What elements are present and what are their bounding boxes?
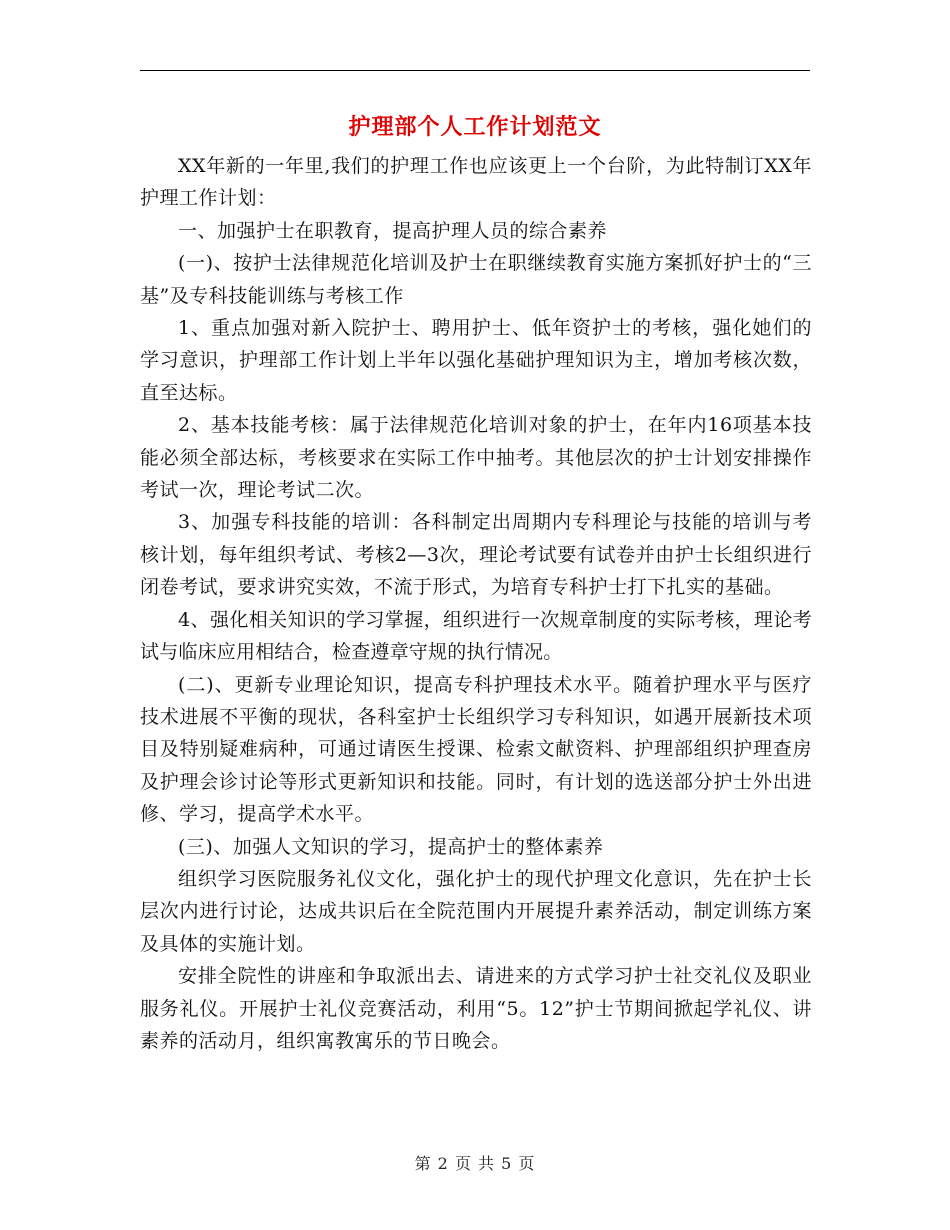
paragraph-item-2: 2、基本技能考核：属于法律规范化培训对象的护士，在年内16项基本技能必须全部达标，考核要求在实际工作中抽考。其他层次的护士计划安排操作考试一次，理论考试二次。 — [140, 414, 812, 502]
header-rule — [140, 70, 810, 71]
paragraph-subsection-2: (二)、更新专业理论知识，提高专科护理技术水平。随着护理水平与医疗技术进展不平衡的现状，各科室护士长组织学习专科知识，如遇开展新技术项目及特别疑难病种，可通过请医生授课、检索文献资料、护理部组织护理查房及护理会诊讨论等形式更新知识和技能。同时，有计划的选送部分护士外出进修、学习，提高学术水平。 — [140, 673, 812, 826]
page-number: 第 2 页 共 5 页 — [414, 1154, 536, 1173]
paragraph-subsection-3: (三)、加强人文知识的学习，提高护士的整体素养 — [178, 835, 604, 858]
paragraph-etiquette-activities: 安排全院性的讲座和争取派出去、请进来的方式学习护士社交礼仪及职业服务礼仪。开展护士礼仪竞赛活动，利用“5。12”护士节期间掀起学礼仪、讲素养的活动月，组织寓教寓乐的节日晚会。 — [140, 965, 812, 1052]
paragraph-item-3: 3、加强专科技能的培训：各科制定出周期内专科理论与技能的培训与考核计划，每年组织考试、考核2—3次，理论考试要有试卷并由护士长组织进行闭卷考试，要求讲究实效，不流于形式，为培育专科护士打下扎实的基础。 — [140, 511, 812, 599]
document-body — [140, 150, 812, 1057]
paragraph-etiquette-study: 组织学习医院服务礼仪文化，强化护士的现代护理文化意识，先在护士长层次内进行讨论，达成共识后在全院范围内开展提升素养活动，制定训练方案及具体的实施计划。 — [140, 867, 812, 955]
page-title: 护理部个人工作计划范文 — [348, 114, 602, 140]
paragraph-item-1: 1、重点加强对新入院护士、聘用护士、低年资护士的考核，强化她们的学习意识，护理部工作计划上半年以强化基础护理知识为主，增加考核次数，直至达标。 — [140, 317, 812, 404]
paragraph-intro: XX年新的一年里,我们的护理工作也应该更上一个台阶，为此特制订XX年护理工作计划： — [140, 155, 812, 210]
paragraph-subsection-1: (一)、按护士法律规范化培训及护士在职继续教育实施方案抓好护士的“三基”及专科技能训练与考核工作 — [140, 252, 812, 307]
paragraph-item-4: 4、强化相关知识的学习掌握，组织进行一次规章制度的实际考核，理论考试与临床应用相结合，检查遵章守规的执行情况。 — [140, 608, 812, 664]
paragraph-section-1-heading: 一、加强护士在职教育，提高护理人员的综合素养 — [178, 219, 608, 242]
